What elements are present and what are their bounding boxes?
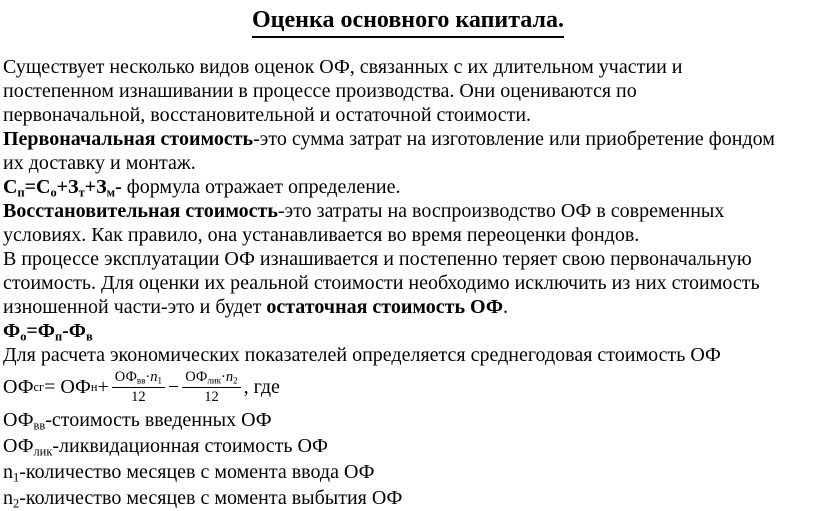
subscript-text: м: [106, 185, 116, 200]
subscript-text: 1: [157, 375, 162, 386]
text-line: [3, 223, 816, 247]
fraction-numerator: [112, 369, 165, 386]
text-segment: n: [225, 369, 234, 386]
subscript-text: 2: [233, 375, 238, 386]
text-segment: ОФ: [3, 435, 34, 457]
text-segment: постепенном изнашивании в процессе производства. Они оцениваются по: [3, 80, 637, 102]
text-segment: Первоначальная стоимость: [3, 128, 254, 150]
text-segment: ·: [221, 369, 226, 386]
text-segment: +: [97, 376, 109, 398]
fraction: [182, 369, 240, 404]
fraction-denominator: 12: [112, 387, 165, 405]
text-segment: стоимость. Для оценки их реальной стоимости необходимо исключить из них стоимость: [3, 272, 760, 294]
text-segment: −: [167, 376, 180, 398]
fraction: [112, 369, 165, 404]
text-segment: +З: [56, 176, 79, 198]
subscript-text: лик: [207, 375, 222, 386]
text-segment: ОФ: [114, 369, 137, 386]
subscript-text: 1: [13, 470, 20, 485]
subscript-text: в: [85, 329, 93, 344]
text-segment: Ф: [3, 320, 21, 342]
text-segment: -количество месяцев с момента ввода ОФ: [19, 461, 375, 483]
text-segment: их доставку и монтаж.: [3, 152, 196, 174]
text-segment: ОФ: [185, 369, 208, 386]
text-line: [3, 295, 816, 319]
text-segment: ОФ: [3, 409, 34, 431]
text-segment: -это затраты на воспроизводство ОФ в современных: [277, 200, 725, 222]
text-segment: остаточная стоимость ОФ: [266, 296, 503, 318]
fraction-numerator: [182, 369, 240, 386]
text-segment: =Ф: [26, 320, 55, 342]
text-line: [3, 199, 816, 223]
text-segment: -: [115, 176, 127, 198]
subscript-text: п: [54, 329, 63, 344]
text-segment: =С: [24, 176, 51, 198]
text-line: [3, 247, 816, 271]
text-segment: Для расчета экономических показателей определяется среднегодовая стоимость ОФ: [3, 344, 721, 366]
text-segment: , где: [243, 376, 280, 398]
text-line: [3, 271, 816, 295]
text-segment: n: [3, 461, 13, 483]
text-segment: .: [503, 296, 508, 318]
text-segment: -Ф: [62, 320, 86, 342]
text-segment: +З: [84, 176, 107, 198]
text-segment: -количество месяцев с момента выбытия ОФ: [19, 487, 403, 509]
text-line: [3, 343, 816, 367]
text-line: [3, 79, 816, 103]
text-segment: условиях. Как правило, она устанавливается во время переоценки фондов.: [3, 224, 640, 246]
text-segment: Восстановительная стоимость: [3, 200, 278, 222]
subscript-text: лик: [33, 444, 53, 459]
subscript-text: 2: [13, 496, 20, 511]
text-line: [3, 485, 816, 511]
text-line: [3, 151, 816, 175]
text-line: [3, 55, 816, 79]
text-line: [3, 127, 816, 151]
page-title: Оценка основного капитала.: [252, 7, 564, 38]
text-line: [3, 319, 816, 343]
text-segment: n: [3, 487, 13, 509]
text-segment: первоначальной, восстановительной и остаточной стоимости.: [3, 104, 532, 126]
text-segment: -ликвидационная стоимость ОФ: [52, 435, 328, 457]
text-segment: Существует несколько видов оценок ОФ, связанных с их длительном участии и: [3, 56, 683, 78]
text-line: [3, 175, 816, 199]
text-segment: ·: [145, 369, 151, 386]
subscript-text: п: [17, 185, 25, 200]
text-line: [3, 103, 816, 127]
text-segment: формула отражает определение.: [126, 176, 401, 198]
text-segment: -стоимость введенных ОФ: [45, 409, 272, 431]
text-segment: ОФ: [3, 376, 34, 398]
fraction-denominator: 12: [182, 387, 240, 405]
document-body: [0, 38, 816, 511]
text-segment: С: [3, 176, 18, 198]
text-segment: = ОФ: [44, 376, 91, 398]
text-line: [3, 407, 816, 433]
text-segment: изношенной части-это и будет: [3, 296, 267, 318]
text-line: [3, 459, 816, 485]
subscript-text: т: [78, 185, 85, 200]
title-row: [0, 0, 816, 38]
text-segment: n: [150, 369, 158, 386]
text-segment: В процессе эксплуатации ОФ изнашивается и постепенно теряет свою первоначальную: [3, 248, 752, 270]
subscript-text: о: [50, 185, 57, 200]
subscript-text: вв: [136, 375, 146, 386]
formula-line: ОФ сг = ОФ н + $\frac{ОФ_{вв}\cdot n_1}{12}$ − $\frac{ОФ_{лик}\cdot n_2}{12}$ , где: [3, 369, 280, 405]
text-segment: -это сумма затрат на изготовление или приобретение фондом: [253, 128, 775, 150]
text-line: [3, 433, 816, 459]
subscript-text: вв: [33, 418, 46, 433]
subscript-text: о: [20, 329, 27, 344]
